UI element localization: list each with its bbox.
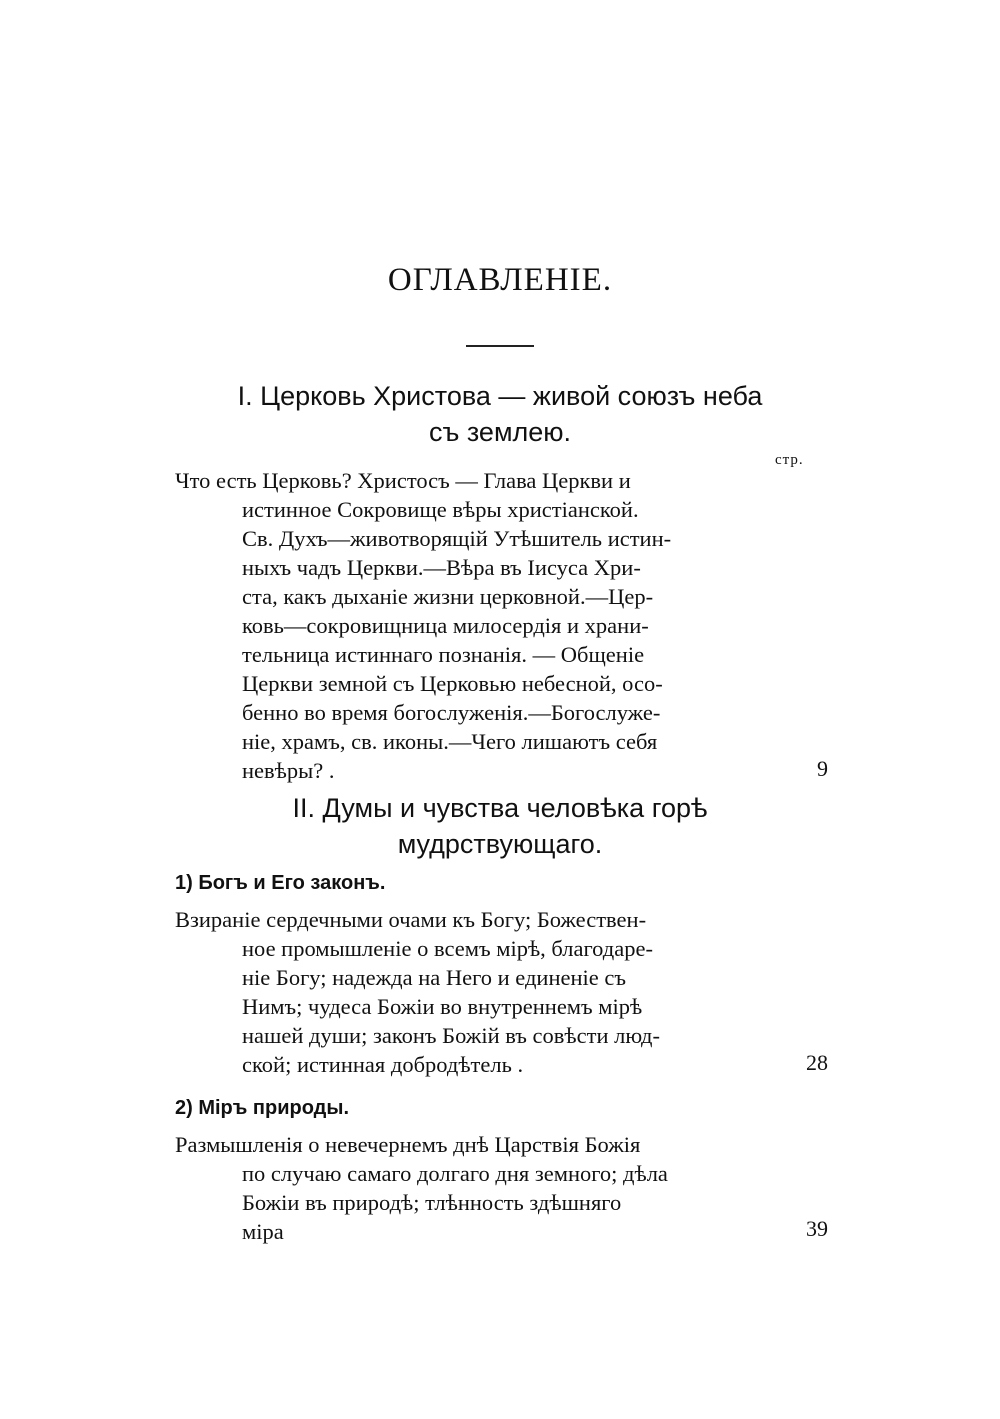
- subsection-1-heading: 1) Богъ и Его законъ.: [175, 872, 386, 894]
- entry-line: Нимъ; чудеса Божіи во внутреннемъ мірѣ: [242, 994, 643, 1019]
- entry-line: Церкви земной съ Церковью небесной, осо-: [242, 671, 663, 696]
- entry-line: ста, какъ дыханіе жизни церковной.—Цер-: [242, 584, 654, 609]
- entry-line: ской; истинная добродѣтель .: [242, 1052, 524, 1077]
- entry-line: Божіи въ природѣ; тлѣнность здѣшняго: [242, 1190, 622, 1215]
- entry-line: невѣры? .: [242, 758, 335, 783]
- subsection-2-heading: 2) Міръ природы.: [175, 1097, 350, 1119]
- section-1-heading-line: съ землею.: [428, 417, 572, 447]
- section-2-heading: [0, 790, 1000, 862]
- title-divider: [466, 345, 534, 347]
- section-1-heading-line: I. Церковь Христова — живой союзъ неба: [237, 381, 763, 411]
- page-title: ОГЛАВЛЕНІЕ.: [387, 262, 613, 298]
- entry-line: Взираніе сердечными очами къ Богу; Божествен-: [175, 907, 647, 932]
- section-2-heading-line: мудрствующаго.: [397, 829, 603, 859]
- subsection-2-entry: [175, 1130, 761, 1246]
- entry-line: ніе, храмъ, св. иконы.—Чего лишаютъ себя: [242, 729, 658, 754]
- entry-line: истинное Сокровище вѣры христіанской.: [242, 497, 639, 522]
- entry-line: тельница истиннаго познанія. — Общеніе: [242, 642, 645, 667]
- entry-line: Размышленія о невечернемъ днѣ Царствія Божія: [175, 1132, 641, 1157]
- entry-line: нашей души; законъ Божій въ совѣсти люд-: [242, 1023, 660, 1048]
- entry-line: Что есть Церковь? Христосъ — Глава Церкви и: [175, 468, 631, 493]
- subsection-1-entry: [175, 905, 761, 1079]
- page-number: 28: [806, 1050, 828, 1075]
- entry-line: ніе Богу; надежда на Него и единеніе съ: [242, 965, 627, 990]
- entry-line: по случаю самаго долгаго дня земного; дѣла: [242, 1161, 668, 1186]
- page-column-label: стр.: [775, 452, 804, 468]
- page-number: 39: [806, 1216, 828, 1241]
- entry-line: Св. Духъ—животворящій Утѣшитель истин-: [242, 526, 672, 551]
- entry-line: бенно во время богослуженія.—Богослуже-: [242, 700, 661, 725]
- entry-line: ковь—сокровищница милосердія и храни-: [242, 613, 649, 638]
- entry-line: ное промышленіе о всемъ мірѣ, благодаре-: [242, 936, 653, 961]
- entry-line: міра: [242, 1219, 284, 1244]
- page-number: 9: [817, 756, 828, 781]
- section-1-entry: [175, 466, 761, 785]
- section-1-heading: [0, 378, 1000, 450]
- section-2-heading-line: II. Думы и чувства человѣка горѣ: [292, 793, 708, 823]
- entry-line: ныхъ чадъ Церкви.—Вѣра въ Іисуса Хри-: [242, 555, 641, 580]
